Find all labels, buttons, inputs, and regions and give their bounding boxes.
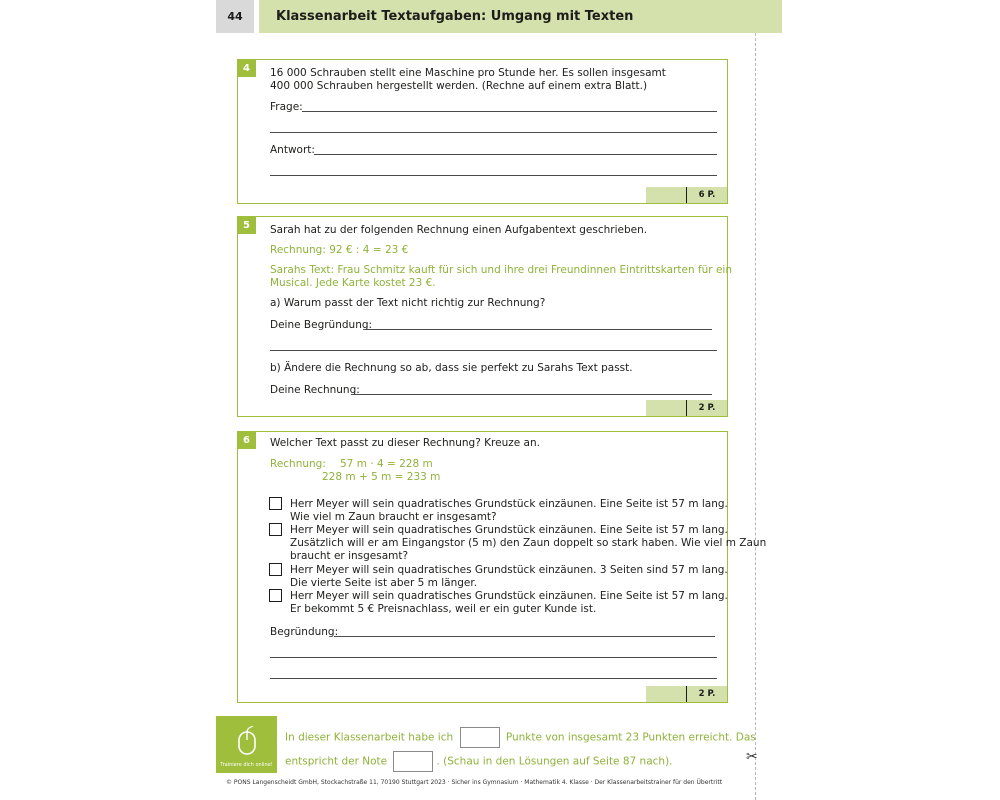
summary-line-1 — [285, 727, 756, 748]
option-checkbox[interactable] — [269, 497, 282, 510]
points-box — [646, 187, 727, 203]
option-line: Wie viel m Zaun braucht er insgesamt? — [290, 511, 497, 523]
sarah-text-line: Musical. Jede Karte kostet 23 €. — [270, 277, 436, 289]
begruendung-answer-line[interactable] — [366, 329, 712, 330]
calc-line: 228 m + 5 m = 233 m — [322, 471, 441, 483]
points-value: 2 P. — [698, 689, 716, 699]
task-intro: Sarah hat zu der folgenden Rechnung einen Aufgabentext geschrieben. — [270, 224, 648, 236]
task-6 — [237, 431, 767, 703]
summary-text: Punkte von insgesamt 23 Punkten erreicht. Das — [505, 731, 756, 744]
badge-caption: Trainiere dich online! — [220, 762, 273, 768]
frage-answer-line[interactable] — [302, 111, 717, 112]
points-box — [646, 400, 727, 416]
option-checkbox[interactable] — [269, 523, 282, 536]
cut-line — [755, 33, 756, 800]
rechnung-label: Rechnung: — [270, 458, 326, 470]
antwort-answer-line[interactable] — [270, 175, 717, 176]
option-checkbox[interactable] — [269, 563, 282, 576]
begruendung-answer-line[interactable] — [334, 636, 715, 637]
option-line: Herr Meyer will sein quadratisches Grundstück einzäunen. Eine Seite ist 57 m lang. — [290, 590, 728, 602]
option-line: braucht er insgesamt? — [290, 550, 409, 562]
begruendung-label: Deine Begründung: — [270, 319, 373, 331]
summary-text: In dieser Klassenarbeit habe ich — [285, 731, 454, 744]
rechnung-text: Rechnung: 92 € : 4 = 23 € — [270, 244, 409, 256]
summary-text: entspricht der Note — [285, 755, 388, 768]
option-text — [290, 590, 728, 616]
begruendung-label: Begründung: — [270, 626, 339, 638]
points-value: 6 P. — [698, 190, 716, 200]
option-line: Die vierte Seite ist aber 5 m länger. — [290, 577, 478, 589]
task-text-line: 16 000 Schrauben stellt eine Maschine pro Stunde her. Es sollen insgesamt — [270, 67, 666, 79]
points-earned-field[interactable] — [646, 686, 687, 702]
option-text — [290, 498, 728, 524]
frage-label: Frage: — [270, 101, 303, 113]
scissors-icon: ✂ — [746, 749, 758, 765]
option-checkbox[interactable] — [269, 589, 282, 602]
sarah-text-line: Sarahs Text: Frau Schmitz kauft für sich und ihre drei Freundinnen Eintrittskarten für ein — [270, 264, 732, 276]
points-box — [646, 686, 727, 702]
option-line: Er bekommt 5 € Preisnachlass, weil er ein guter Kunde ist. — [290, 603, 597, 615]
begruendung-answer-line[interactable] — [270, 350, 717, 351]
page-number: 44 — [216, 0, 254, 33]
calc-line: 57 m · 4 = 228 m — [340, 458, 433, 470]
option-text — [290, 564, 728, 590]
task-number: 4 — [237, 59, 256, 77]
antwort-answer-line[interactable] — [314, 154, 717, 155]
question-b: b) Ändere die Rechnung so ab, dass sie perfekt zu Sarahs Text passt. — [270, 362, 633, 374]
begruendung-answer-line[interactable] — [270, 657, 717, 658]
page-title: Klassenarbeit Textaufgaben: Umgang mit Texten — [259, 0, 782, 33]
summary-text: . (Schau in den Lösungen auf Seite 87 nach). — [436, 755, 673, 768]
points-input-box[interactable] — [460, 727, 500, 748]
task-text-line: 400 000 Schrauben hergestellt werden. (Rechne auf einem extra Blatt.) — [270, 80, 648, 92]
frage-answer-line[interactable] — [270, 132, 717, 133]
option-line: Herr Meyer will sein quadratisches Grundstück einzäunen. Eine Seite ist 57 m lang. — [290, 524, 728, 536]
points-earned-field[interactable] — [646, 400, 687, 416]
task-intro: Welcher Text passt zu dieser Rechnung? Kreuze an. — [270, 437, 540, 449]
option-text — [290, 524, 767, 563]
question-a: a) Warum passt der Text nicht richtig zur Rechnung? — [270, 297, 546, 309]
mouse-icon — [236, 726, 258, 756]
begruendung-answer-line[interactable] — [270, 678, 717, 679]
summary-line-2 — [285, 751, 673, 772]
antwort-label: Antwort: — [270, 144, 315, 156]
option-line: Zusätzlich will er am Eingangstor (5 m) den Zaun doppelt so stark haben. Wie viel m Zaun — [290, 537, 767, 549]
option-line: Herr Meyer will sein quadratisches Grundstück einzäunen. Eine Seite ist 57 m lang. — [290, 498, 728, 510]
task-number: 5 — [237, 216, 256, 234]
points-value: 2 P. — [698, 403, 716, 413]
rechnung-label: Deine Rechnung: — [270, 384, 360, 396]
task-5 — [237, 216, 732, 417]
rechnung-answer-line[interactable] — [353, 394, 712, 395]
option-line: Herr Meyer will sein quadratisches Grundstück einzäunen. 3 Seiten sind 57 m lang. — [290, 564, 728, 576]
copyright-notice: © PONS Langenscheidt GmbH, Stockachstraße 11, 70190 Stuttgart 2023 · Sicher ins Gymnasium · Mathematik 4. Klasse · Der Klassenarbeitstrainer für den Übertritt — [226, 779, 723, 786]
points-earned-field[interactable] — [646, 187, 687, 203]
online-training-badge[interactable] — [216, 716, 277, 773]
task-number: 6 — [237, 431, 256, 449]
task-4 — [237, 59, 728, 204]
grade-input-box[interactable] — [393, 751, 433, 772]
